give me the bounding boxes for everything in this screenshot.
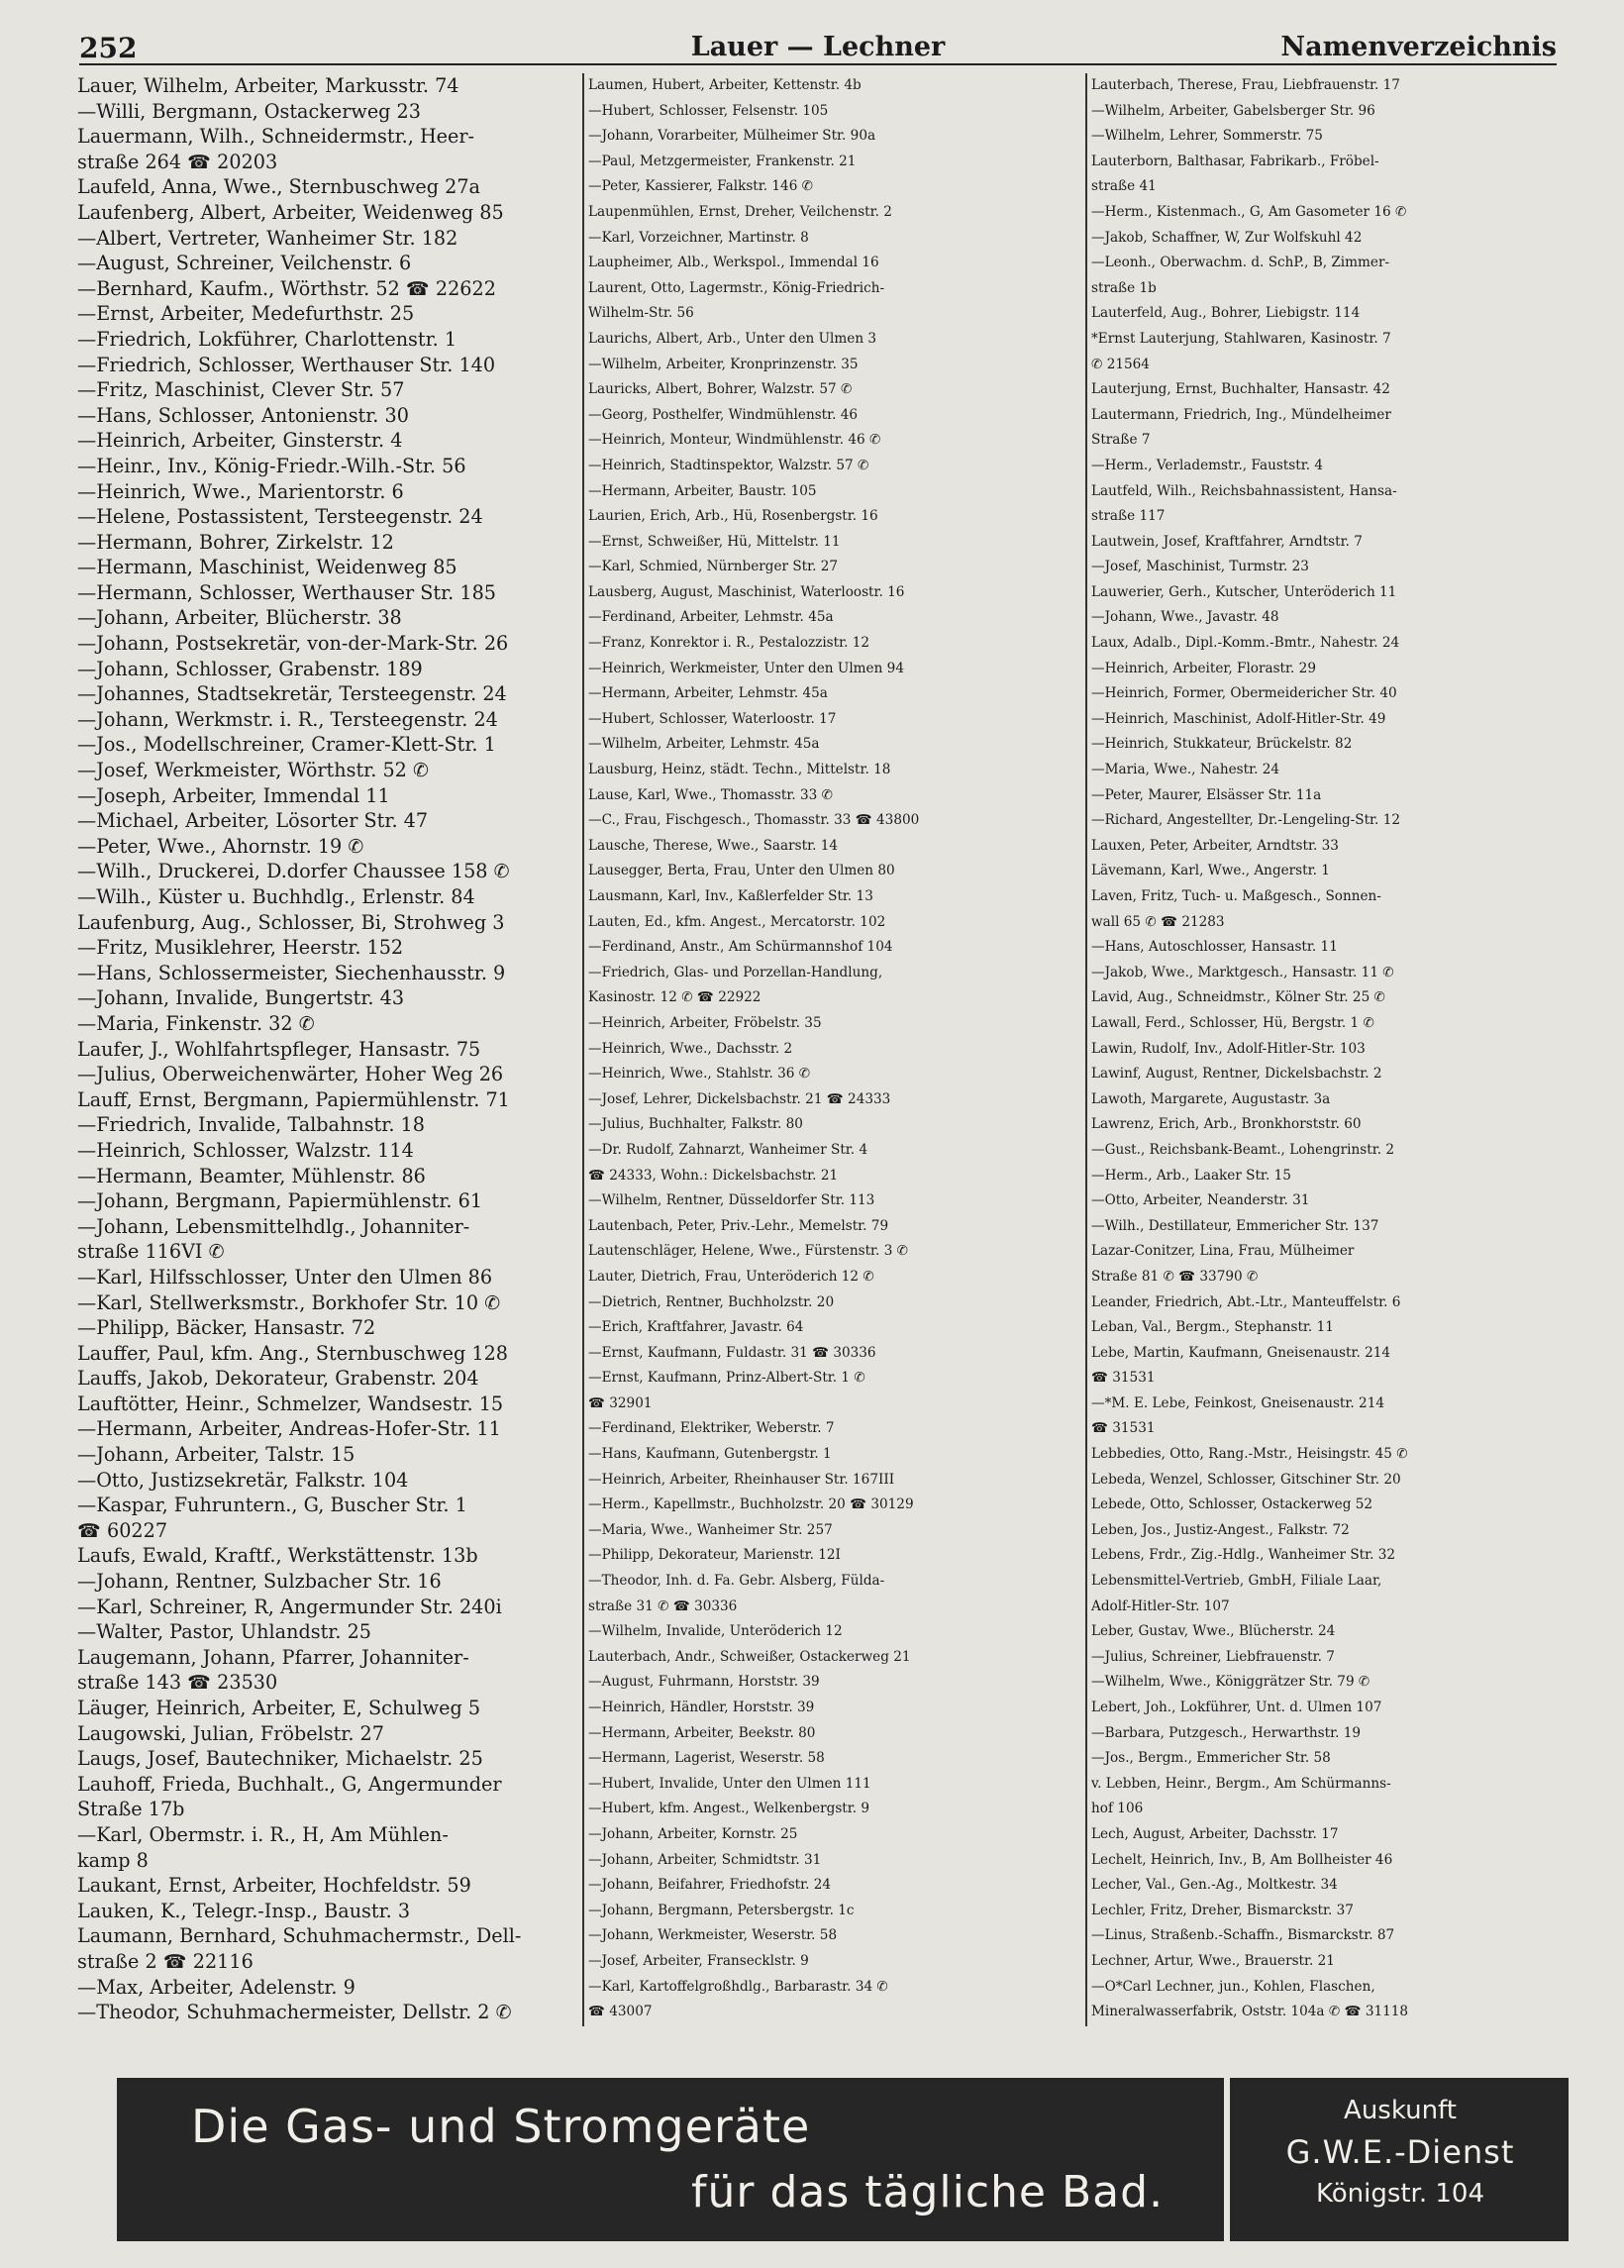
directory-entry-line: straße 2 ☎ 22116	[77, 1949, 254, 1973]
directory-entry-line: Lebeda, Wenzel, Schlosser, Gitschiner Str. 20	[1091, 1471, 1401, 1488]
directory-entry-line: —Georg, Posthelfer, Windmühlenstr. 46	[588, 406, 859, 423]
directory-entry-line: —Herm., Kapellmstr., Buchholzstr. 20 ☎ 30129	[588, 1496, 914, 1513]
directory-entry-line: Laufer, J., Wohlfahrtspfleger, Hansastr. 75	[77, 1037, 481, 1061]
directory-entry-line: —Wilh., Küster u. Buchhdlg., Erlenstr. 84	[77, 885, 475, 908]
directory-entry-line: —Heinrich, Wwe., Stahlstr. 36 ✆	[588, 1066, 811, 1082]
directory-entry-line: —Heinrich, Monteur, Windmühlenstr. 46 ✆	[588, 432, 881, 449]
directory-entry-line: straße 31 ✆ ☎ 30336	[588, 1598, 738, 1614]
directory-entry-line: —Otto, Arbeiter, Neanderstr. 31	[1091, 1192, 1310, 1209]
directory-entry-line: —Jos., Modellschreiner, Cramer-Klett-Str. 1	[77, 733, 496, 757]
directory-entry-line: —Heinrich, Stadtinspektor, Walzstr. 57 ✆	[588, 457, 869, 473]
directory-entry-line: Lecher, Val., Gen.-Ag., Moltkestr. 34	[1091, 1877, 1338, 1894]
directory-entry-line: ☎ 24333, Wohn.: Dickelsbachstr. 21	[588, 1167, 839, 1184]
directory-entry-line: Lauricks, Albert, Bohrer, Walzstr. 57 ✆	[588, 381, 853, 398]
directory-entry-line: —Heinrich, Wwe., Marientorstr. 6	[77, 479, 404, 503]
directory-entry-line: Laufeld, Anna, Wwe., Sternbuschweg 27a	[77, 175, 480, 199]
directory-entry-line: —Wilhelm, Invalide, Unteröderich 12	[588, 1623, 843, 1640]
directory-entry-line: Laukant, Ernst, Arbeiter, Hochfeldstr. 59	[77, 1874, 471, 1898]
directory-entry-line: —Johann, Bergmann, Petersbergstr. 1c	[588, 1902, 855, 1918]
directory-entry-line: —Ernst, Kaufmann, Fuldastr. 31 ☎ 30336	[588, 1344, 876, 1361]
directory-entry-line: Adolf-Hitler-Str. 107	[1091, 1598, 1230, 1614]
directory-entry-line: Lausmann, Karl, Inv., Kaßlerfelder Str. 13	[588, 888, 873, 904]
directory-entry-line: Lauterjung, Ernst, Buchhalter, Hansastr. 42	[1091, 381, 1390, 398]
directory-entry-line: Lebe, Martin, Kaufmann, Gneisenaustr. 214	[1091, 1344, 1391, 1361]
directory-entry-line: —Herm., Kistenmach., G, Am Gasometer 16 ✆	[1091, 203, 1407, 220]
directory-entry-line: —Heinrich, Arbeiter, Ginsterstr. 4	[77, 429, 403, 453]
directory-entry-line: —Karl, Schreiner, R, Angermunder Str. 240i	[77, 1595, 502, 1618]
directory-entry-line: —Maria, Wwe., Nahestr. 24	[1091, 762, 1280, 778]
directory-entry-line: —August, Fuhrmann, Horststr. 39	[588, 1674, 820, 1691]
directory-entry-line: Laupenmühlen, Ernst, Dreher, Veilchenstr. 2	[588, 203, 892, 220]
directory-entry-line: —Karl, Hilfsschlosser, Unter den Ulmen 86	[77, 1265, 493, 1289]
page-number: 252	[79, 32, 138, 64]
directory-entry-line: —Johann, Postsekretär, von-der-Mark-Str. 26	[77, 632, 509, 656]
directory-entry-line: Läuger, Heinrich, Arbeiter, E, Schulweg 5	[77, 1697, 481, 1719]
directory-entry-line: Wilhelm-Str. 56	[588, 305, 694, 322]
advert-headline: Die Gas- und Stromgeräte	[191, 2100, 811, 2153]
directory-entry-line: straße 1b	[1091, 279, 1157, 296]
directory-entry-line: —Friedrich, Schlosser, Werthauser Str. 140	[77, 353, 496, 376]
directory-entry-line: —Helene, Postassistent, Tersteegenstr. 24	[77, 505, 483, 529]
directory-entry-line: —Johann, Wwe., Javastr. 48	[1091, 609, 1279, 626]
directory-columns	[77, 73, 1574, 2026]
directory-entry-line: straße 41	[1091, 178, 1157, 195]
directory-entry-line: —Fritz, Musiklehrer, Heerstr. 152	[77, 936, 404, 960]
directory-entry-line: Lausegger, Berta, Frau, Unter den Ulmen 80	[588, 863, 895, 879]
directory-entry-line: Laurent, Otto, Lagermstr., König-Friedrich-	[588, 279, 885, 296]
advert-divider	[1224, 2078, 1230, 2241]
directory-entry-line: Lauermann, Wilh., Schneidermstr., Heer-	[77, 125, 475, 149]
directory-entry-line: Lautenschläger, Helene, Wwe., Fürstenstr. 3 ✆	[588, 1243, 909, 1260]
directory-entry-line: —Dietrich, Rentner, Buchholzstr. 20	[588, 1293, 835, 1310]
directory-entry-line: —Heinrich, Arbeiter, Rheinhauser Str. 167III	[588, 1471, 895, 1488]
directory-entry-line: —Hermann, Arbeiter, Beekstr. 80	[588, 1724, 816, 1741]
directory-entry-line: —Heinr., Inv., König-Friedr.-Wilh.-Str. 56	[77, 454, 466, 477]
directory-entry-line: —Johann, Arbeiter, Blücherstr. 38	[77, 606, 402, 630]
directory-entry-line: straße 117	[1091, 508, 1166, 525]
directory-entry-line: Laugowski, Julian, Fröbelstr. 27	[77, 1721, 384, 1745]
directory-entry-line: —Hermann, Beamter, Mühlenstr. 86	[77, 1164, 426, 1187]
directory-entry-line: —Hermann, Maschinist, Weidenweg 85	[77, 556, 457, 579]
directory-column-2	[582, 73, 1079, 2026]
directory-entry-line: —Wilhelm, Arbeiter, Kronprinzenstr. 35	[588, 356, 859, 372]
directory-entry-line: Lawinf, August, Rentner, Dickelsbachstr. 2	[1091, 1066, 1382, 1082]
directory-entry-line: —Philipp, Dekorateur, Marienstr. 12I	[588, 1547, 841, 1564]
directory-entry-line: Straße 81 ✆ ☎ 33790 ✆	[1091, 1268, 1259, 1285]
directory-entry-line: Laumen, Hubert, Arbeiter, Kettenstr. 4b	[588, 77, 862, 93]
directory-entry-line: straße 116VI ✆	[77, 1240, 225, 1264]
directory-entry-line: Straße 17b	[77, 1798, 185, 1821]
directory-entry-line: —Maria, Finkenstr. 32 ✆	[77, 1011, 315, 1035]
directory-entry-line: Lauten, Ed., kfm. Angest., Mercatorstr. 102	[588, 913, 886, 930]
directory-entry-line: —Wilhelm, Lehrer, Sommerstr. 75	[1091, 128, 1323, 145]
directory-entry-line: Kasinostr. 12 ✆ ☎ 22922	[588, 989, 761, 1006]
directory-entry-line: —Johann, Beifahrer, Friedhofstr. 24	[588, 1877, 832, 1894]
directory-entry-line: —Leonh., Oberwachm. d. SchP., B, Zimmer-	[1091, 255, 1390, 271]
directory-entry-line: ☎ 60227	[77, 1518, 168, 1542]
directory-entry-line: v. Lebben, Heinr., Bergm., Am Schürmanns-	[1091, 1775, 1391, 1792]
directory-entry-line: —Karl, Schmied, Nürnberger Str. 27	[588, 559, 839, 575]
advert-subline: für das tägliche Bad.	[691, 2167, 1165, 2217]
directory-entry-line: *Ernst Lauterjung, Stahlwaren, Kasinostr. 7	[1091, 330, 1391, 347]
directory-entry-line: —Gust., Reichsbank-Beamt., Lohengrinstr. 2	[1091, 1141, 1394, 1158]
advertisement-banner	[117, 2078, 1569, 2241]
directory-entry-line: Laumann, Bernhard, Schuhmachermstr., Dell-	[77, 1924, 522, 1948]
directory-entry-line: Lebensmittel-Vertrieb, GmbH, Filiale Laar,	[1091, 1573, 1382, 1590]
directory-entry-line: —Josef, Maschinist, Turmstr. 23	[1091, 559, 1309, 575]
directory-entry-line: —Fritz, Maschinist, Clever Str. 57	[77, 378, 405, 402]
directory-entry-line: —Johannes, Stadtsekretär, Tersteegenstr. 24	[77, 682, 507, 706]
directory-entry-line: —Ferdinand, Elektriker, Weberstr. 7	[588, 1420, 835, 1437]
directory-entry-line: Lause, Karl, Wwe., Thomasstr. 33 ✆	[588, 786, 833, 803]
directory-entry-line: —Jakob, Schaffner, W, Zur Wolfskuhl 42	[1091, 229, 1363, 246]
directory-entry-line: —Wilh., Destillateur, Emmericher Str. 137	[1091, 1217, 1379, 1234]
directory-entry-line: Lauffs, Jakob, Dekorateur, Grabenstr. 204	[77, 1367, 479, 1391]
directory-entry-line: —Jakob, Wwe., Marktgesch., Hansastr. 11 ✆	[1091, 964, 1394, 980]
directory-entry-line: —Hermann, Bohrer, Zirkelstr. 12	[77, 530, 394, 554]
directory-entry-line: —Julius, Oberweichenwärter, Hoher Weg 26	[77, 1063, 504, 1086]
directory-entry-line: Lausburg, Heinz, städt. Techn., Mittelstr. 18	[588, 762, 891, 778]
directory-entry-line: —Franz, Konrektor i. R., Pestalozzistr. 12	[588, 635, 870, 652]
advert-info-box	[1232, 2078, 1569, 2241]
directory-entry-line: —Herm., Verlademstr., Fauststr. 4	[1091, 457, 1323, 473]
directory-entry-line: Laufenburg, Aug., Schlosser, Bi, Strohweg 3	[77, 910, 505, 934]
directory-entry-line: Leben, Jos., Justiz-Angest., Falkstr. 72	[1091, 1521, 1350, 1538]
directory-entry-line: —Karl, Kartoffelgroßhdlg., Barbarastr. 34 ✆	[588, 1978, 888, 1995]
directory-entry-line: —Heinrich, Stukkateur, Brückelstr. 82	[1091, 736, 1353, 753]
directory-entry-line: —Wilhelm, Rentner, Düsseldorfer Str. 113	[588, 1192, 875, 1209]
directory-entry-line: —Albert, Vertreter, Wanheimer Str. 182	[77, 226, 458, 250]
directory-entry-line: Lävemann, Karl, Wwe., Angerstr. 1	[1091, 863, 1330, 879]
directory-entry-line: Lauftötter, Heinr., Schmelzer, Wandsestr. 15	[77, 1392, 504, 1415]
directory-entry-line: —Wilh., Druckerei, D.dorfer Chaussee 158 ✆	[77, 860, 510, 883]
directory-entry-line: —Heinrich, Schlosser, Walzstr. 114	[77, 1138, 414, 1162]
directory-entry-line: —Ernst, Kaufmann, Prinz-Albert-Str. 1 ✆	[588, 1370, 865, 1387]
directory-entry-line: —Dr. Rudolf, Zahnarzt, Wanheimer Str. 4	[588, 1141, 868, 1158]
directory-entry-line: —Theodor, Inh. d. Fa. Gebr. Alsberg, Fülda-	[588, 1573, 885, 1590]
directory-entry-line: —Heinrich, Wwe., Dachsstr. 2	[588, 1040, 793, 1057]
directory-entry-line	[588, 2025, 1079, 2026]
directory-entry-line: —Heinrich, Händler, Horststr. 39	[588, 1700, 815, 1715]
directory-entry-line: Lebert, Joh., Lokführer, Unt. d. Ulmen 107	[1091, 1700, 1382, 1715]
directory-entry-line: —Johann, Arbeiter, Schmidtstr. 31	[588, 1851, 822, 1868]
directory-entry-line: —C., Frau, Fischgesch., Thomasstr. 33 ☎ 43800	[588, 812, 920, 829]
directory-entry-line: —Johann, Vorarbeiter, Mülheimer Str. 90a	[588, 128, 876, 145]
directory-entry-line: —Hubert, kfm. Angest., Welkenbergstr. 9	[588, 1801, 870, 1817]
directory-entry-line: Lauffer, Paul, kfm. Ang., Sternbuschweg 128	[77, 1341, 508, 1365]
directory-entry-line: —Peter, Wwe., Ahornstr. 19 ✆	[77, 834, 364, 858]
directory-entry-line: Lawin, Rudolf, Inv., Adolf-Hitler-Str. 103	[1091, 1040, 1366, 1057]
directory-entry-line: Lautwein, Josef, Kraftfahrer, Arndtstr. 7	[1091, 533, 1363, 550]
directory-entry-line: ☎ 31531	[1091, 1420, 1156, 1437]
directory-entry-line: straße 143 ☎ 23530	[77, 1671, 278, 1695]
directory-entry-line: —Johann, Arbeiter, Talstr. 15	[77, 1443, 355, 1467]
directory-entry-line: —Johann, Lebensmittelhdlg., Johanniter-	[77, 1214, 470, 1238]
directory-entry-line: Lawoth, Margarete, Augustastr. 3a	[1091, 1090, 1331, 1107]
directory-entry-line: ☎ 43007	[588, 2004, 653, 2020]
directory-entry-line: —Heinrich, Arbeiter, Florastr. 29	[1091, 660, 1316, 676]
directory-entry-line: —Michael, Arbeiter, Lösorter Str. 47	[77, 809, 429, 833]
directory-entry-line: —Walter, Pastor, Uhlandstr. 25	[77, 1620, 371, 1644]
directory-entry-line: —Hermann, Arbeiter, Baustr. 105	[588, 482, 817, 499]
advert-info-name: G.W.E.-Dienst	[1285, 2133, 1515, 2171]
directory-entry-line: Laupheimer, Alb., Werkspol., Immendal 16	[588, 255, 879, 271]
directory-entry-line: Laufenberg, Albert, Arbeiter, Weidenweg 85	[77, 200, 504, 224]
directory-entry-line: —Karl, Obermstr. i. R., H, Am Mühlen-	[77, 1822, 449, 1846]
directory-entry-line: ☎ 32901	[588, 1394, 653, 1411]
directory-entry-line: —Josef, Arbeiter, Fransecklstr. 9	[588, 1952, 809, 1969]
directory-entry-line: Leber, Gustav, Wwe., Blücherstr. 24	[1091, 1623, 1336, 1640]
directory-entry-line: Lawall, Ferd., Schlosser, Hü, Bergstr. 1 ✆	[1091, 1014, 1374, 1031]
directory-entry-line: —Friedrich, Lokführer, Charlottenstr. 1	[77, 327, 457, 351]
directory-entry-line: —Karl, Vorzeichner, Martinstr. 8	[588, 229, 809, 246]
directory-entry-line: —Linus, Straßenb.-Schaffn., Bismarckstr. 87	[1091, 1927, 1395, 1944]
directory-entry-line: ✆ 21564	[1091, 356, 1150, 372]
directory-entry-line: —Josef, Werkmeister, Wörthstr. 52 ✆	[77, 759, 430, 782]
directory-entry-line: Lausche, Therese, Wwe., Saarstr. 14	[588, 837, 839, 854]
directory-entry-line: Laurichs, Albert, Arb., Unter den Ulmen 3	[588, 330, 877, 347]
directory-entry-line: Lauwerier, Gerh., Kutscher, Unteröderich 11	[1091, 583, 1397, 600]
advert-info-address: Königstr. 104	[1315, 2179, 1485, 2209]
directory-entry-line: Lauterbach, Andr., Schweißer, Ostackerweg 21	[588, 1648, 911, 1665]
directory-entry-line: —Hubert, Schlosser, Felsenstr. 105	[588, 102, 829, 119]
directory-entry-line: Lauff, Ernst, Bergmann, Papiermühlenstr. 71	[77, 1087, 510, 1111]
directory-entry-line: Lauterbach, Therese, Frau, Liebfrauenstr. 17	[1091, 77, 1400, 93]
directory-entry-line: Lech, August, Arbeiter, Dachsstr. 17	[1091, 1825, 1339, 1842]
directory-entry-line: Lechler, Fritz, Dreher, Bismarckstr. 37	[1091, 1902, 1354, 1918]
directory-entry-line: —Hermann, Arbeiter, Andreas-Hofer-Str. 11	[77, 1417, 501, 1441]
directory-entry-line: —Joseph, Arbeiter, Immendal 11	[77, 783, 390, 807]
directory-entry-line: —Max, Arbeiter, Adelenstr. 9	[77, 1975, 355, 1999]
directory-entry-line: —Jos., Bergm., Emmericher Str. 58	[1091, 1750, 1331, 1767]
directory-entry-line: Lauhoff, Frieda, Buchhalt., G, Angermunder	[77, 1772, 502, 1796]
directory-entry-line: —Johann, Werkmstr. i. R., Tersteegenstr. 24	[77, 707, 498, 731]
directory-entry-line: —Willi, Bergmann, Ostackerweg 23	[77, 99, 421, 123]
directory-entry-line: —Heinrich, Maschinist, Adolf-Hitler-Str. 49	[1091, 710, 1386, 727]
directory-entry-line: —Ernst, Schweißer, Hü, Mittelstr. 11	[588, 533, 841, 550]
directory-entry-line: Lazar-Conitzer, Lina, Frau, Mülheimer	[1091, 1243, 1355, 1260]
directory-entry-line: —Johann, Werkmeister, Weserstr. 58	[588, 1927, 838, 1944]
directory-entry-line: —Richard, Angestellter, Dr.-Lengeling-Str. 12	[1091, 812, 1400, 829]
directory-entry-line: —Heinrich, Arbeiter, Fröbelstr. 35	[588, 1014, 822, 1031]
directory-entry-line: straße 264 ☎ 20203	[77, 150, 278, 173]
directory-entry-line: Lawrenz, Erich, Arb., Bronkhorststr. 60	[1091, 1116, 1362, 1133]
directory-entry-line: —Erich, Kraftfahrer, Javastr. 64	[588, 1319, 804, 1336]
directory-entry-line: Lebede, Otto, Schlosser, Ostackerweg 52	[1091, 1496, 1373, 1513]
directory-entry-line: —Kaspar, Fuhruntern., G, Buscher Str. 1	[77, 1494, 467, 1517]
section-title: Namenverzeichnis	[1280, 32, 1557, 62]
directory-entry-line: Lauterborn, Balthasar, Fabrikarb., Fröbel-	[1091, 153, 1379, 169]
directory-entry-line: —Peter, Kassierer, Falkstr. 146 ✆	[588, 178, 814, 195]
directory-entry-line: —Hans, Schlosser, Antonienstr. 30	[77, 403, 409, 427]
directory-entry-line: ☎ 31531	[1091, 1370, 1156, 1387]
advert-info-label: Auskunft	[1344, 2096, 1457, 2125]
directory-entry-line: —Ernst, Arbeiter, Medefurthstr. 25	[77, 302, 415, 326]
directory-entry-line	[77, 2025, 572, 2026]
directory-entry-line: —Hermann, Schlosser, Werthauser Str. 185	[77, 580, 497, 604]
directory-entry-line: —Julius, Schreiner, Liebfrauenstr. 7	[1091, 1648, 1335, 1665]
directory-entry-line: —Ferdinand, Arbeiter, Lehmstr. 45a	[588, 609, 834, 626]
directory-entry-line: —Karl, Stellwerksmstr., Borkhofer Str. 10 ✆	[77, 1290, 501, 1314]
directory-entry-line: —Johann, Invalide, Bungertstr. 43	[77, 986, 405, 1010]
directory-entry-line: wall 65 ✆ ☎ 21283	[1091, 913, 1225, 930]
directory-entry-line: Lechelt, Heinrich, Inv., B, Am Bollheister 46	[1091, 1851, 1393, 1868]
directory-entry-line: —Julius, Buchhalter, Falkstr. 80	[588, 1116, 803, 1133]
directory-entry-line: —Wilhelm, Wwe., Königgrätzer Str. 79 ✆	[1091, 1674, 1370, 1691]
directory-entry-line: —Friedrich, Glas- und Porzellan-Handlung,	[588, 964, 883, 980]
directory-entry-line: Lauken, K., Telegr.-Insp., Baustr. 3	[77, 1899, 411, 1922]
directory-entry-line: —Heinrich, Former, Obermeidericher Str. 40	[1091, 685, 1397, 702]
directory-entry-line: —Philipp, Bäcker, Hansastr. 72	[77, 1316, 376, 1340]
directory-entry-line: —Johann, Schlosser, Grabenstr. 189	[77, 657, 423, 680]
directory-entry-line: —Otto, Justizsekretär, Falkstr. 104	[77, 1468, 409, 1492]
directory-entry-line: Lautermann, Friedrich, Ing., Mündelheimer	[1091, 406, 1391, 423]
directory-entry-line: —August, Schreiner, Veilchenstr. 6	[77, 252, 412, 275]
directory-entry-line: —Heinrich, Werkmeister, Unter den Ulmen 94	[588, 660, 904, 676]
directory-entry-line: —Hubert, Schlosser, Waterloostr. 17	[588, 710, 837, 727]
directory-entry-line: —Johann, Arbeiter, Kornstr. 25	[588, 1825, 798, 1842]
directory-entry-line: Lautfeld, Wilh., Reichsbahnassistent, Hansa-	[1091, 482, 1397, 499]
directory-entry-line: Laven, Fritz, Tuch- u. Maßgesch., Sonnen-	[1091, 888, 1381, 904]
directory-column-3	[1085, 73, 1576, 2026]
directory-entry-line: —Hermann, Arbeiter, Lehmstr. 45a	[588, 685, 828, 702]
directory-entry-line: Laugemann, Johann, Pfarrer, Johanniter-	[77, 1645, 469, 1669]
directory-entry-line: hof 106	[1091, 1801, 1144, 1817]
directory-entry-line: —Hans, Autoschlosser, Hansastr. 11	[1091, 939, 1338, 956]
directory-entry-line: —O*Carl Lechner, jun., Kohlen, Flaschen,	[1091, 1978, 1375, 1995]
directory-entry-line: —Paul, Metzgermeister, Frankenstr. 21	[588, 153, 857, 169]
directory-entry-line: —Wilhelm, Arbeiter, Gabelsberger Str. 96	[1091, 102, 1375, 119]
directory-entry-line: Laurien, Erich, Arb., Hü, Rosenbergstr. 16	[588, 508, 878, 525]
directory-entry-line: —Ferdinand, Anstr., Am Schürmannshof 104	[588, 939, 893, 956]
directory-entry-line: Lebbedies, Otto, Rang.-Mstr., Heisingstr. 45 ✆	[1091, 1446, 1408, 1463]
directory-entry-line: Leander, Friedrich, Abt.-Ltr., Manteuffelstr. 6	[1091, 1293, 1401, 1310]
directory-entry-line: Lautenbach, Peter, Priv.-Lehr., Memelstr. 79	[588, 1217, 889, 1234]
directory-entry-line: —Wilhelm, Arbeiter, Lehmstr. 45a	[588, 736, 820, 753]
directory-entry-line: Lebens, Frdr., Zig.-Hdlg., Wanheimer Str. 32	[1091, 1547, 1396, 1564]
directory-column-1	[77, 73, 572, 2026]
directory-entry-line: Lauer, Wilhelm, Arbeiter, Markusstr. 74	[77, 74, 459, 97]
directory-entry-line: Laugs, Josef, Bautechniker, Michaelstr. 25	[77, 1747, 483, 1771]
directory-entry-line: Lavid, Aug., Schneidmstr., Kölner Str. 25 ✆	[1091, 989, 1385, 1006]
directory-entry-line: Lauter, Dietrich, Frau, Unteröderich 12 ✆	[588, 1268, 874, 1285]
directory-entry-line: Mineralwasserfabrik, Oststr. 104a ✆ ☎ 31118	[1091, 2004, 1409, 2020]
directory-entry-line: —Johann, Bergmann, Papiermühlenstr. 61	[77, 1189, 483, 1213]
directory-entry-line: —Herm., Arb., Laaker Str. 15	[1091, 1167, 1291, 1184]
directory-entry-line: —Theodor, Schuhmachermeister, Dellstr. 2 ✆	[77, 2001, 512, 2024]
directory-entry-line: Lauxen, Peter, Arbeiter, Arndtstr. 33	[1091, 837, 1339, 854]
directory-entry-line: Laux, Adalb., Dipl.-Komm.-Bmtr., Nahestr. 24	[1091, 635, 1400, 652]
directory-entry-line: —Hans, Schlossermeister, Siechenhausstr. 9	[77, 961, 506, 984]
directory-entry-line: Straße 7	[1091, 432, 1151, 449]
directory-entry-line: —*M. E. Lebe, Feinkost, Gneisenaustr. 214	[1091, 1394, 1384, 1411]
directory-entry-line: Lauterfeld, Aug., Bohrer, Liebigstr. 114	[1091, 305, 1361, 322]
directory-entry-line: Lausberg, August, Maschinist, Waterloostr. 16	[588, 583, 905, 600]
directory-entry-line: Leban, Val., Bergm., Stephanstr. 11	[1091, 1319, 1334, 1336]
directory-entry-line: —Johann, Rentner, Sulzbacher Str. 16	[77, 1570, 442, 1594]
directory-entry-line: Laufs, Ewald, Kraftf., Werkstättenstr. 13b	[77, 1544, 478, 1568]
directory-entry-line: —Friedrich, Invalide, Talbahnstr. 18	[77, 1113, 425, 1137]
directory-entry-line: kamp 8	[77, 1848, 149, 1872]
directory-entry-line: —Hubert, Invalide, Unter den Ulmen 111	[588, 1775, 871, 1792]
directory-entry-line: —Maria, Wwe., Wanheimer Str. 257	[588, 1521, 833, 1538]
name-range: Lauer — Lechner	[690, 32, 946, 62]
directory-entry-line: —Hans, Kaufmann, Gutenbergstr. 1	[588, 1446, 832, 1463]
directory-entry-line	[1091, 2025, 1576, 2026]
page-header	[79, 30, 1557, 65]
directory-entry-line: —Barbara, Putzgesch., Herwarthstr. 19	[1091, 1724, 1362, 1741]
directory-entry-line: —Peter, Maurer, Elsässer Str. 11a	[1091, 786, 1322, 803]
directory-entry-line: —Bernhard, Kaufm., Wörthstr. 52 ☎ 22622	[77, 276, 496, 300]
directory-entry-line: Lechner, Artur, Wwe., Brauerstr. 21	[1091, 1952, 1335, 1969]
directory-entry-line: —Josef, Lehrer, Dickelsbachstr. 21 ☎ 24333	[588, 1090, 891, 1107]
directory-entry-line: —Hermann, Lagerist, Weserstr. 58	[588, 1750, 825, 1767]
